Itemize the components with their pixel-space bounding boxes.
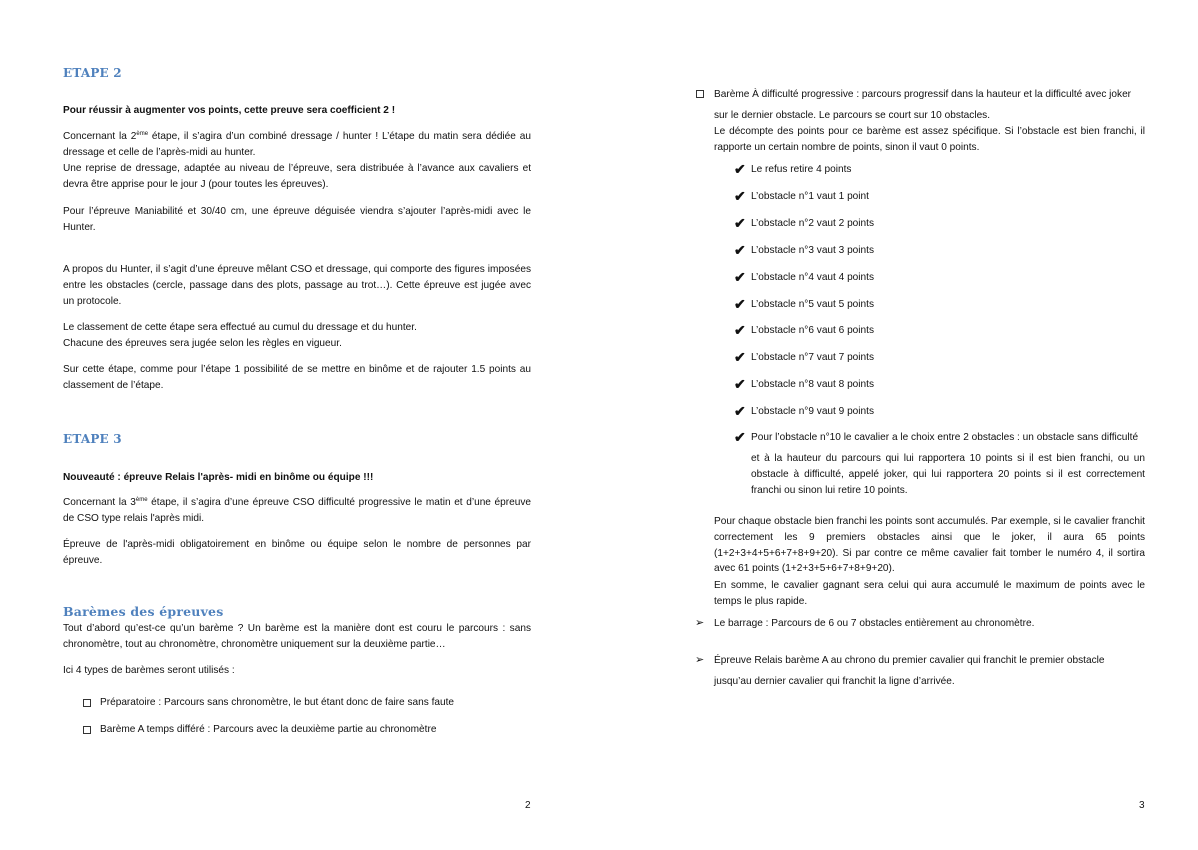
- checkmark-icon: ✔: [734, 161, 746, 177]
- etape2-paragraph-6: Chacune des épreuves sera jugée selon les règles en vigueur.: [63, 338, 342, 349]
- relais-item-line-1: Épreuve Relais barème A au chrono du premier cavalier qui franchit le premier obstacle: [714, 655, 1105, 666]
- baremes-paragraph-2: Ici 4 types de barèmes seront utilisés :: [63, 665, 235, 676]
- checkmark-icon: ✔: [734, 403, 746, 420]
- checkmark-icon: ✔: [734, 241, 746, 258]
- etape3-p1-text-b: étape, il s’agira d’une épreuve CSO difficulté progressive le matin et d’une épreuve de CSO type relais l'après midi.: [63, 497, 532, 524]
- page-number-right: 3: [1139, 800, 1145, 811]
- arrow-bullet-icon: ➢: [695, 617, 705, 629]
- check-item-label: L’obstacle n°5 vaut 5 points: [751, 298, 875, 310]
- etape2-p1-text-a: Concernant la 2: [63, 131, 137, 142]
- square-bullet-icon: [83, 726, 91, 734]
- check-item-label: L’obstacle n°7 vaut 7 points: [751, 352, 875, 364]
- chaque-obstacle-paragraph: Pour chaque obstacle bien franchi les points sont accumulés. Par exemple, si le cavalier franchit correctement les 9 premiers obstacles ainsi que le joker, il aura 65 points (1+2+3+4+5+6+7+8+9+20). Si par contre ce même cavalier fait tomber le numéro 4, il sortira avec 61 points (1+2+3+5+6+7+8+9+20).: [714, 516, 1145, 575]
- relais-item-line-2: jusqu’au dernier cavalier qui franchit la ligne d’arrivée.: [714, 676, 955, 687]
- bareme-progressif-line-1: Barème À difficulté progressive : parcours progressif dans la hauteur et la difficulté avec joker: [714, 89, 1132, 100]
- checkmark-icon: ✔: [734, 268, 746, 285]
- bareme-progressif-line-2: sur le dernier obstacle. Le parcours se court sur 10 obstacles.: [714, 110, 991, 121]
- etape2-p1-text-b: étape, il s’agira d’un combiné dressage / hunter ! L’étape du matin sera dédiée au dressage et celle de l’après-midi au hunter.: [63, 131, 531, 158]
- baremes-paragraph-1: Tout d’abord qu’est-ce qu’un barème ? Un barème est la manière dont est couru le parcours : sans chronomètre, tout au chronomètre, chronomètre uniquement sur la deuxième partie…: [63, 623, 531, 650]
- etape2-paragraph-4: A propos du Hunter, il s’agit d’une épreuve mêlant CSO et dressage, qui comporte des figures imposées entre les obstacles (cercle, passage dans des plots, passage au trot…). Cette épreuve est jugée avec un protocole.: [63, 264, 531, 307]
- arrow-bullet-icon: ➢: [695, 654, 705, 666]
- check-item-label: L’obstacle n°3 vaut 3 points: [751, 244, 875, 256]
- decompte-paragraph: Le décompte des points pour ce barème est assez spécifique. Si l’obstacle est bien franchi, il rapporte un certain nombre de points, sinon il vaut 0 points.: [714, 126, 1145, 153]
- check-item-label: L’obstacle n°9 vaut 9 points: [751, 406, 875, 418]
- checkmark-icon: ✔: [734, 376, 746, 393]
- etape2-paragraph-5: Le classement de cette étape sera effectué au cumul du dressage et du hunter.: [63, 322, 417, 333]
- checkmark-icon: ✔: [734, 295, 746, 312]
- page-right: [599, 0, 1198, 850]
- etape2-p1-superscript: ème: [136, 131, 149, 137]
- check-item-label: Le refus retire 4 points: [751, 164, 852, 175]
- check-item-label: L’obstacle n°1 vaut 1 point: [751, 190, 869, 202]
- check-item-label: L’obstacle n°6 vaut 6 points: [751, 325, 875, 337]
- etape3-p1-text-a: Concernant la 3: [63, 497, 136, 508]
- baremes-heading: Barèmes des épreuves: [63, 604, 224, 619]
- check-item-label: L’obstacle n°4 vaut 4 points: [751, 271, 875, 283]
- etape3-p1-superscript: ème: [135, 497, 148, 503]
- etape2-paragraph-1: [63, 129, 531, 161]
- en-somme-paragraph: En somme, le cavalier gagnant sera celui qui aura accumulé le maximum de points avec le temps le plus rapide.: [714, 580, 1145, 607]
- etape2-paragraph-7: Sur cette étape, comme pour l’étape 1 possibilité de se mettre en binôme et de rajouter 1.5 points au classement de l’étape.: [63, 364, 531, 391]
- checkmark-icon: ✔: [734, 349, 746, 366]
- bareme-item-temps-differe: [63, 722, 531, 738]
- etape2-paragraph-2: Une reprise de dressage, adaptée au niveau de l’épreuve, sera distribuée à l’avance aux cavaliers et devra être apprise pour le jour J (pour toutes les épreuves).: [63, 163, 531, 190]
- square-bullet-icon: [83, 699, 91, 707]
- checkmark-icon: ✔: [734, 322, 746, 339]
- check-item-obstacle-10-line-1: Pour l’obstacle n°10 le cavalier a le choix entre 2 obstacles : un obstacle sans difficulté: [751, 432, 1139, 443]
- square-bullet-icon: [696, 90, 704, 98]
- checkmark-icon: ✔: [734, 214, 746, 231]
- page-number-left: 2: [525, 800, 531, 811]
- etape3-bold-line: Nouveauté : épreuve Relais l'après- midi en binôme ou équipe !!!: [63, 472, 374, 483]
- check-item-label: L’obstacle n°8 vaut 8 points: [751, 379, 875, 391]
- etape3-paragraph-1: [63, 495, 531, 527]
- checkmark-icon: ✔: [734, 187, 746, 204]
- bareme-item-label: Barème A temps différé : Parcours avec la deuxième partie au chronomètre: [100, 724, 437, 735]
- barrage-item: Le barrage : Parcours de 6 ou 7 obstacles entièrement au chronomètre.: [714, 618, 1035, 629]
- check-item-label: L’obstacle n°2 vaut 2 points: [751, 217, 875, 229]
- bareme-item-preparatoire: [63, 695, 531, 711]
- etape3-heading: ETAPE 3: [63, 432, 122, 446]
- bareme-item-label: Préparatoire : Parcours sans chronomètre, le but étant donc de faire sans faute: [100, 697, 455, 708]
- etape2-paragraph-3: Pour l’épreuve Maniabilité et 30/40 cm, une épreuve déguisée viendra s’ajouter l’après-midi avec le Hunter.: [63, 206, 531, 233]
- etape2-bold-line: Pour réussir à augmenter vos points, cette preuve sera coefficient 2 !: [63, 105, 396, 116]
- checkmark-icon: ✔: [734, 429, 746, 445]
- etape3-paragraph-2: Épreuve de l'après-midi obligatoirement en binôme ou équipe selon le nombre de personnes par épreuve.: [63, 539, 531, 566]
- etape2-heading: ETAPE 2: [63, 66, 122, 80]
- check-item-obstacle-10-rest: et à la hauteur du parcours qui lui rapportera 10 points si il est bien franchi, ou un obstacle à difficulté, appelé joker, qui lui rapportera 20 points si il est correctement franchi ou sinon lui retire 10 points.: [751, 453, 1145, 496]
